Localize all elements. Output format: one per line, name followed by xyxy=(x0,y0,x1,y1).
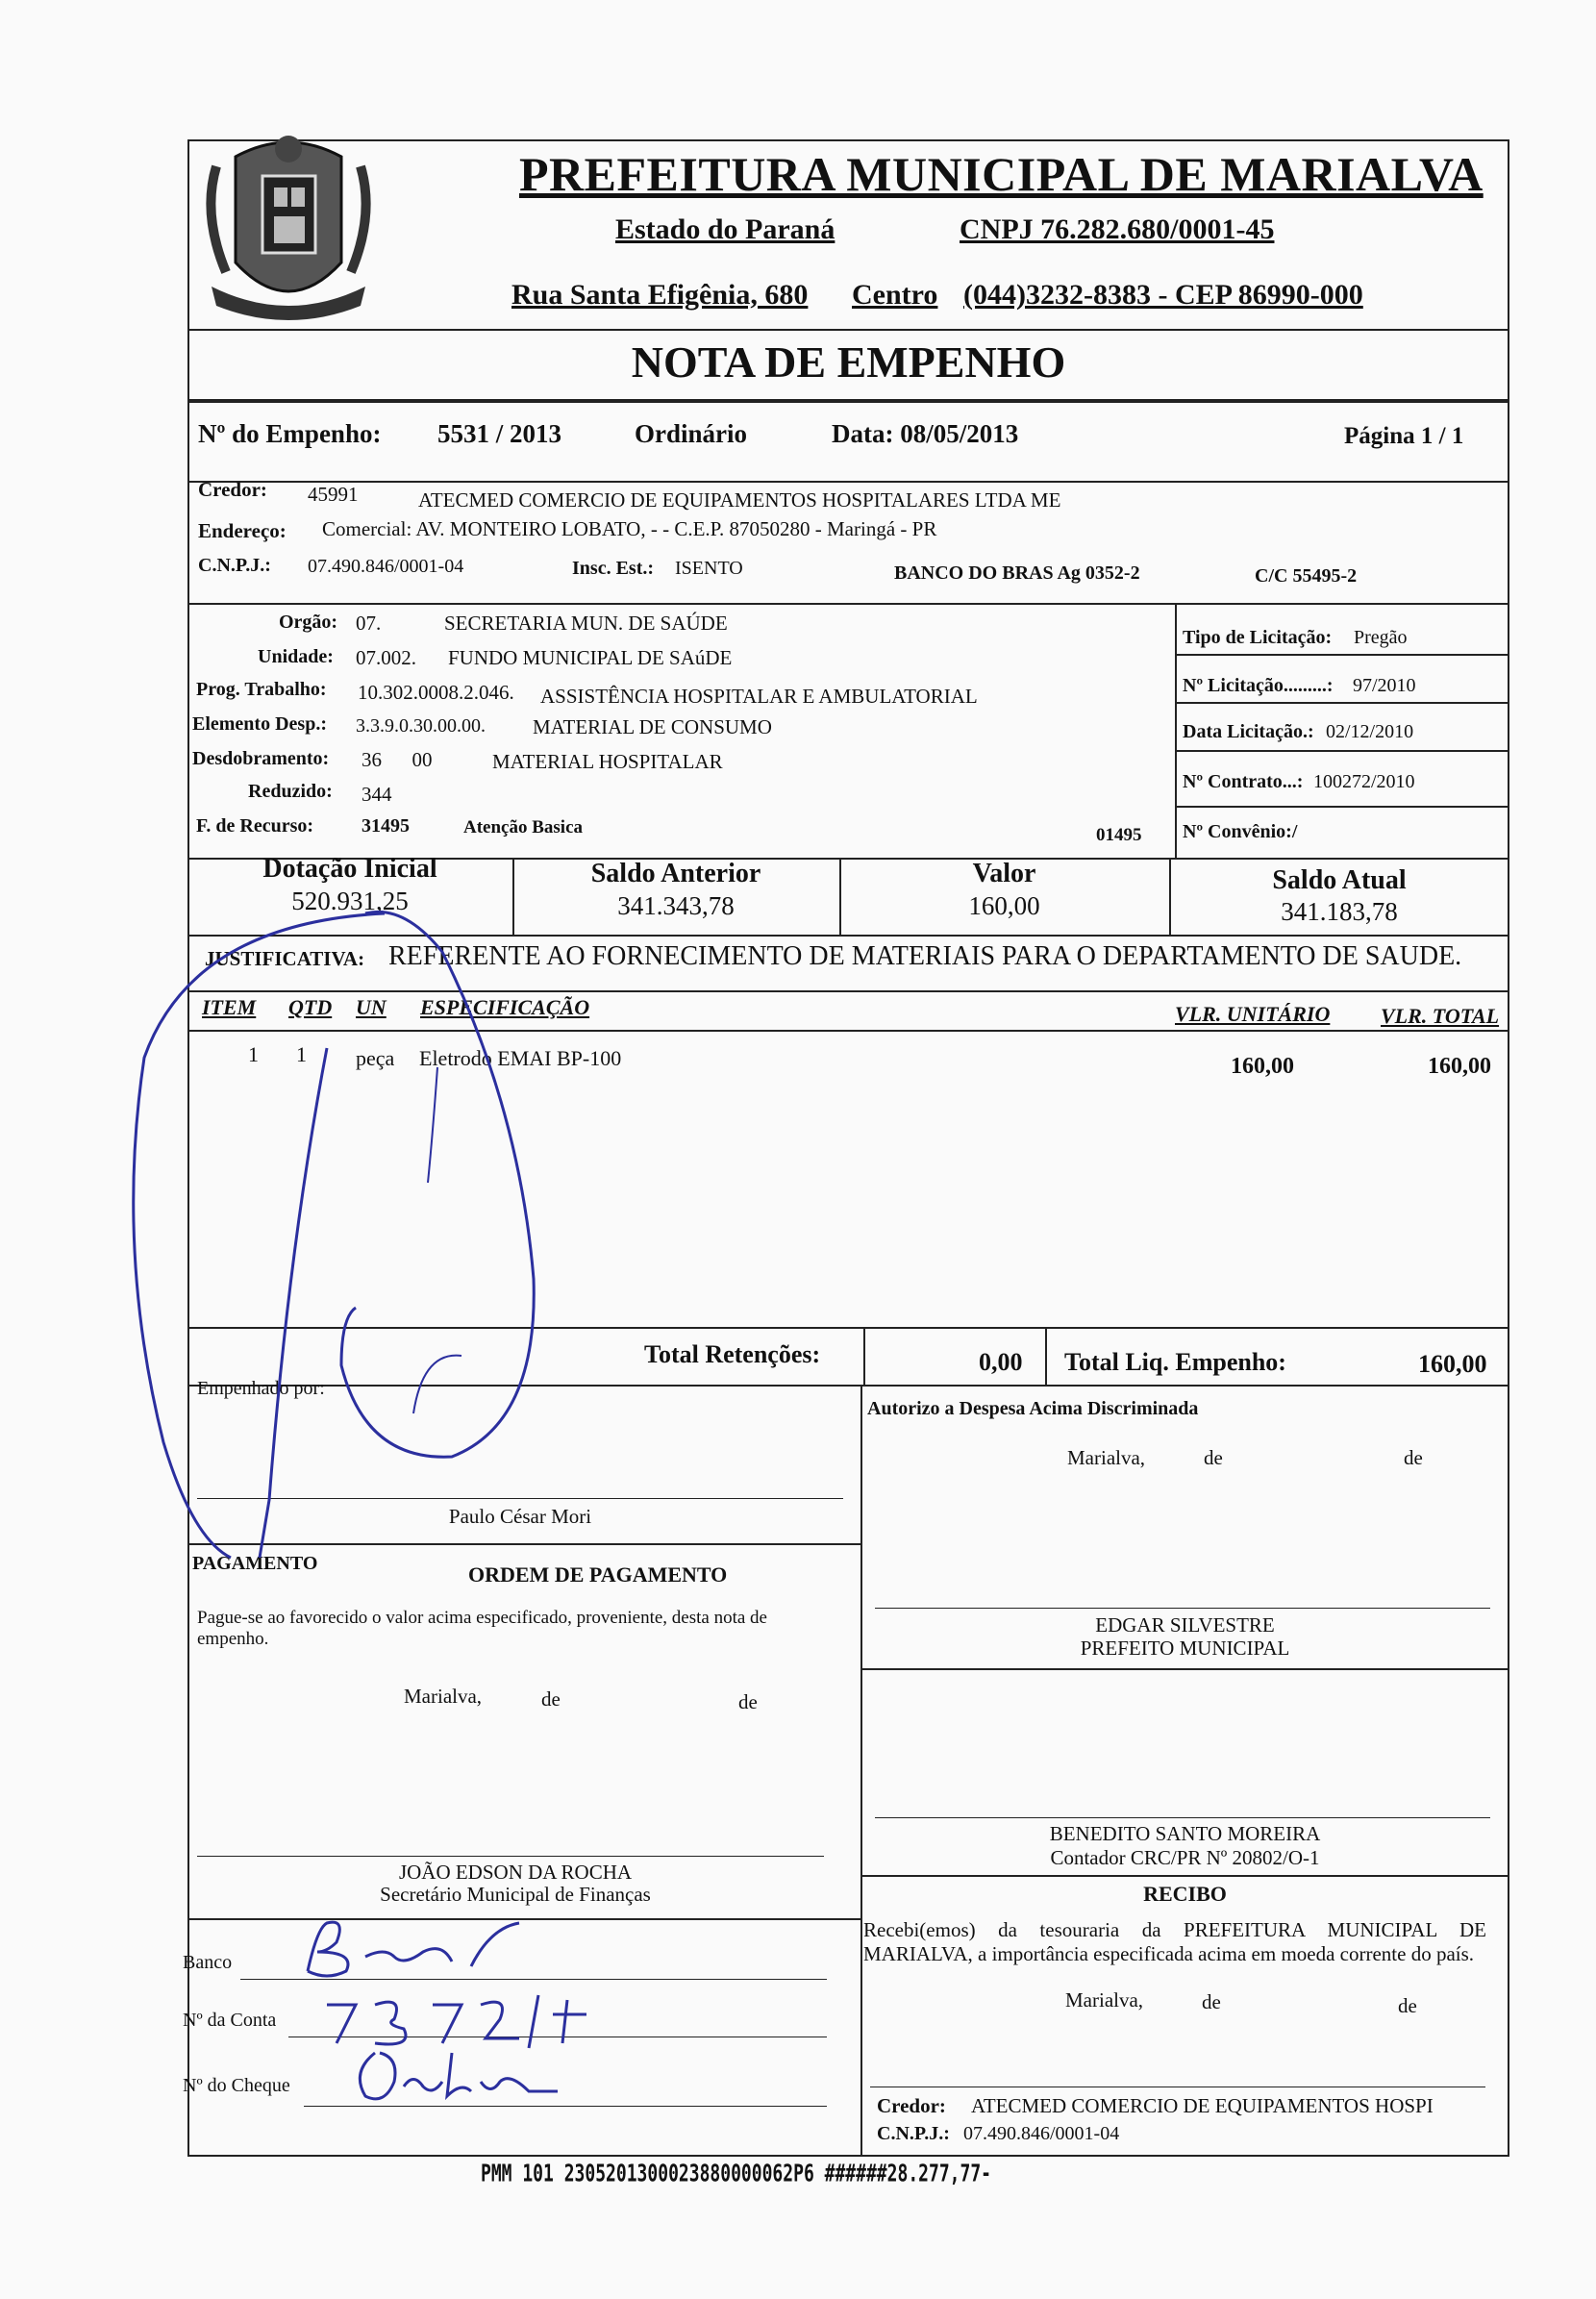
items-header-spec: ESPECIFICAÇÃO xyxy=(420,995,590,1019)
dotacao-value: 520.931,25 xyxy=(291,887,409,915)
item-total-value: 160,00 xyxy=(1428,1054,1491,1079)
justificativa-label: JUSTIFICATIVA: xyxy=(205,947,365,970)
recibo-title: RECIBO xyxy=(1143,1882,1227,1906)
recibo-city: Marialva, xyxy=(1065,1988,1144,2012)
signature-line xyxy=(197,1856,824,1857)
fonte-label: F. de Recurso: xyxy=(196,815,314,837)
items-header-item: ITEM xyxy=(202,995,257,1019)
recibo-text: Recebi(emos) da tesouraria da PREFEITURA MUNICIPAL DE MARIALVA, a importância especificada acima em moeda corrente do país. xyxy=(863,1918,1486,1965)
divider xyxy=(187,1327,1509,1329)
divider xyxy=(1175,654,1509,656)
autorizo-de-1: de xyxy=(1204,1446,1223,1469)
signature-line xyxy=(875,1608,1490,1609)
divider xyxy=(1175,702,1509,704)
prog-label: Prog. Trabalho: xyxy=(196,679,327,700)
divider xyxy=(187,1385,1509,1387)
pagamento-de-2: de xyxy=(738,1690,758,1713)
saldo-anterior-label: Saldo Anterior xyxy=(590,859,761,888)
saldo-anterior-value: 341.343,78 xyxy=(617,891,735,920)
credor-address: Comercial: AV. MONTEIRO LOBATO, - - C.E.P. 87050280 - Maringá - PR xyxy=(322,517,937,540)
divider xyxy=(1175,806,1509,808)
banco-label: Banco xyxy=(183,1952,233,1973)
divider xyxy=(187,990,1509,992)
autorizo-title: Autorizo a Despesa Acima Discriminada xyxy=(867,1398,1199,1419)
contador-role: Contador CRC/PR Nº 20802/O-1 xyxy=(1050,1846,1320,1869)
municipality-title: PREFEITURA MUNICIPAL DE MARIALVA xyxy=(519,147,1484,201)
recibo-credor-label: Credor: xyxy=(877,2094,946,2117)
licitacao-numero-value: 97/2010 xyxy=(1348,675,1416,696)
secretario-role: Secretário Municipal de Finanças xyxy=(380,1883,651,1906)
credor-account: C/C 55495-2 xyxy=(1255,565,1358,587)
pagamento-text: Pague-se ao favorecido o valor acima especificado, proveniente, desta nota de empenho. xyxy=(197,1608,767,1649)
signature-line xyxy=(197,1498,843,1499)
empenho-number: 5531 / 2013 xyxy=(437,419,562,448)
prefeito-role: PREFEITO MUNICIPAL xyxy=(1080,1637,1290,1660)
total-retencoes-label: Total Retenções: xyxy=(644,1340,821,1368)
recibo-de-2: de xyxy=(1398,1994,1417,2017)
cnpj-label: C.N.P.J.: xyxy=(198,555,271,576)
pagamento-label: PAGAMENTO xyxy=(192,1553,318,1574)
handwritten-banco xyxy=(288,1918,558,1986)
recibo-cnpj-label: C.N.P.J.: xyxy=(877,2123,950,2144)
items-header-unit-value: VLR. UNITÁRIO xyxy=(1175,1002,1331,1026)
header-street: Rua Santa Efigênia, 680 xyxy=(511,279,809,311)
elemento-label: Elemento Desp.: xyxy=(192,713,327,735)
orgao-label: Orgão: xyxy=(279,612,338,633)
crest-icon xyxy=(197,128,380,335)
elemento-name: MATERIAL DE CONSUMO xyxy=(533,715,772,738)
document-title: NOTA DE EMPENHO xyxy=(631,337,1066,387)
recibo-credor-name: ATECMED COMERCIO DE EQUIPAMENTOS HOSPI xyxy=(971,2094,1434,2117)
empenho-label: Nº do Empenho: xyxy=(198,419,382,448)
divider xyxy=(863,1327,865,1385)
contador-name: BENEDITO SANTO MOREIRA xyxy=(1049,1822,1321,1845)
item-qtd: 1 xyxy=(296,1042,307,1066)
credor-label: Credor: xyxy=(198,478,267,501)
divider xyxy=(187,1030,1509,1032)
header-district: Centro xyxy=(852,279,938,311)
item-number: 1 xyxy=(248,1042,259,1066)
contrato-value: 100272/2010 xyxy=(1313,771,1415,792)
convenio-label: Nº Convênio:/ xyxy=(1183,821,1298,842)
secretario-name: JOÃO EDSON DA ROCHA xyxy=(398,1861,633,1884)
items-header-total-value: VLR. TOTAL xyxy=(1381,1004,1500,1028)
divider xyxy=(860,1875,1509,1877)
justificativa-text: REFERENTE AO FORNECIMENTO DE MATERIAIS PARA O DEPARTAMENTO DE SAUDE. xyxy=(388,941,1462,971)
contrato-label: Nº Contrato...: xyxy=(1183,771,1304,792)
licitacao-data-value: 02/12/2010 xyxy=(1321,721,1414,742)
insc-label: Insc. Est.: xyxy=(572,558,655,579)
items-header-qtd: QTD xyxy=(288,995,333,1019)
unidade-name: FUNDO MUNICIPAL DE SAúDE xyxy=(448,646,733,669)
item-unit-value: 160,00 xyxy=(1231,1054,1294,1079)
divider xyxy=(187,935,1509,937)
divider xyxy=(187,329,1509,331)
credor-name: ATECMED COMERCIO DE EQUIPAMENTOS HOSPITALARES LTDA ME xyxy=(418,488,1061,512)
state-name: Estado do Paraná xyxy=(615,213,835,245)
orgao-code: 07. xyxy=(356,612,382,635)
signature-line xyxy=(875,1817,1490,1818)
elemento-code: 3.3.9.0.30.00.00. xyxy=(356,715,486,737)
divider xyxy=(187,1543,860,1545)
unidade-label: Unidade: xyxy=(258,646,334,667)
divider xyxy=(1175,750,1509,752)
divider xyxy=(860,1668,1509,1670)
valor-value: 160,00 xyxy=(968,891,1040,920)
page-number: Página 1 / 1 xyxy=(1344,423,1464,449)
credor-insc: ISENTO xyxy=(675,558,743,579)
item-spec: Eletrodo EMAI BP-100 xyxy=(419,1046,622,1070)
divider xyxy=(1045,1327,1047,1385)
conta-label: Nº da Conta xyxy=(183,2010,277,2031)
empenho-date: Data: 08/05/2013 xyxy=(832,419,1019,448)
prog-code: 10.302.0008.2.046. xyxy=(358,681,514,704)
prefeito-name: EDGAR SILVESTRE xyxy=(1095,1613,1275,1637)
pagamento-de-1: de xyxy=(541,1687,561,1711)
municipality-cnpj: CNPJ 76.282.680/0001-45 xyxy=(960,213,1275,245)
divider xyxy=(187,481,1509,483)
empenhado-label: Empenhado por: xyxy=(197,1378,325,1399)
header-phone-cep: (044)3232-8383 - CEP 86990-000 xyxy=(963,279,1363,311)
fonte-right-code: 01495 xyxy=(1096,825,1142,845)
divider xyxy=(1175,603,1177,858)
items-header-un: UN xyxy=(356,995,387,1019)
autorizo-city: Marialva, xyxy=(1067,1446,1146,1469)
divider xyxy=(187,399,1509,403)
desdobramento-code: 36 00 xyxy=(362,748,433,771)
saldo-atual-value: 341.183,78 xyxy=(1281,897,1398,926)
prog-name: ASSISTÊNCIA HOSPITALAR E AMBULATORIAL xyxy=(540,685,978,708)
recibo-de-1: de xyxy=(1202,1990,1221,2013)
pagamento-city: Marialva, xyxy=(404,1685,483,1708)
licitacao-tipo-value: Pregão xyxy=(1354,627,1408,648)
saldo-atual-label: Saldo Atual xyxy=(1272,865,1407,895)
reduzido-value: 344 xyxy=(362,783,392,806)
orgao-name: SECRETARIA MUN. DE SAÚDE xyxy=(444,612,728,635)
valor-label: Valor xyxy=(972,859,1036,888)
total-liquido-value: 160,00 xyxy=(1418,1350,1487,1378)
fonte-name: Atenção Basica xyxy=(463,817,584,837)
address-label: Endereço: xyxy=(198,519,287,542)
autorizo-de-2: de xyxy=(1404,1446,1423,1469)
desdobramento-name: MATERIAL HOSPITALAR xyxy=(492,750,723,773)
empenho-type: Ordinário xyxy=(635,419,748,448)
recibo-cnpj: 07.490.846/0001-04 xyxy=(963,2123,1120,2144)
desdobramento-label: Desdobramento: xyxy=(192,748,330,769)
reduzido-label: Reduzido: xyxy=(248,781,333,802)
cheque-label: Nº do Cheque xyxy=(183,2075,290,2096)
handwritten-cheque xyxy=(346,2043,577,2111)
fonte-code: 31495 xyxy=(362,815,410,837)
ordem-pagamento-title: ORDEM DE PAGAMENTO xyxy=(468,1562,728,1587)
credor-code: 45991 xyxy=(308,483,359,506)
footer-barcode-text: PMM 101 2305201300023880000062P6 ######28.277,77- xyxy=(481,2160,992,2188)
total-retencoes-value: 0,00 xyxy=(979,1348,1023,1376)
dotacao-label: Dotação Inicial xyxy=(262,854,437,884)
item-unit: peça xyxy=(356,1046,395,1070)
credor-cnpj: 07.490.846/0001-04 xyxy=(308,556,464,577)
licitacao-tipo-label: Tipo de Licitação: xyxy=(1183,627,1333,648)
licitacao-data-label: Data Licitação.: xyxy=(1183,721,1314,742)
unidade-code: 07.002. xyxy=(356,646,416,669)
total-liquido-label: Total Liq. Empenho: xyxy=(1064,1348,1286,1376)
licitacao-numero-label: Nº Licitação.........: xyxy=(1183,675,1334,696)
empenhado-name: Paulo César Mori xyxy=(448,1505,592,1528)
credor-bank: BANCO DO BRAS Ag 0352-2 xyxy=(894,562,1140,584)
divider xyxy=(860,1385,862,2157)
divider xyxy=(187,603,1509,605)
